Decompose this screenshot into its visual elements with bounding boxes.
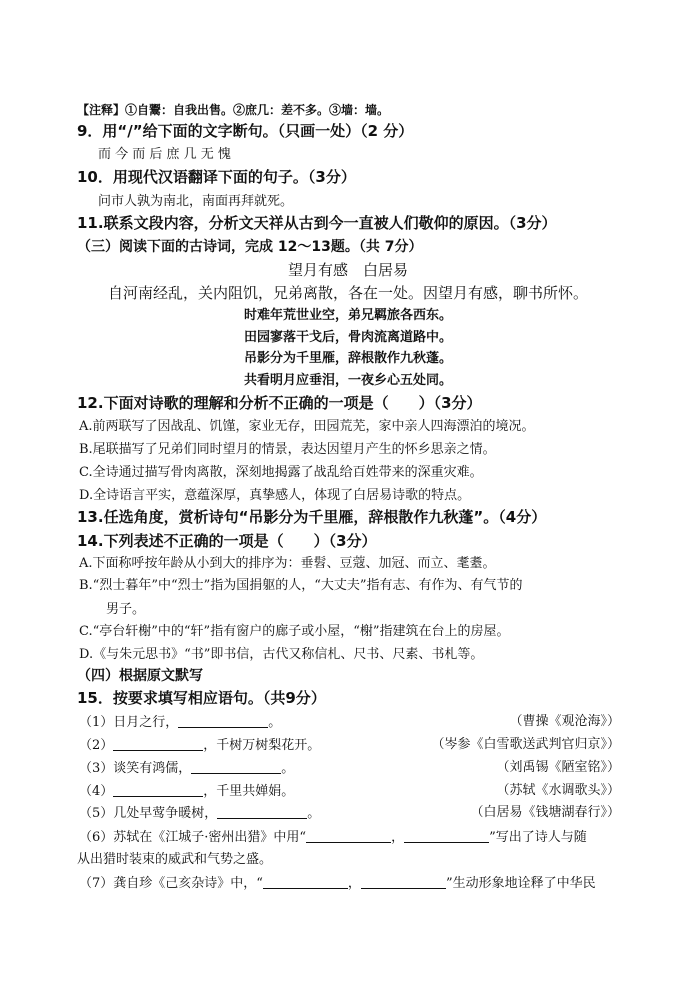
answer-blank[interactable] — [306, 830, 391, 843]
section-3-header: （三）阅读下面的古诗词，完成 12～13题。（共 7分） — [77, 239, 423, 255]
question-13-stem: 13.任选角度，赏析诗句“吊影分为千里雁，辞根散作九秋蓬”。（4分） — [77, 508, 547, 526]
answer-blank[interactable] — [263, 876, 348, 889]
fill-item-source: （苏轼《水调歌头》） — [496, 783, 620, 798]
question-11-stem: 11.联系文段内容，分析文天祥从古到今一直被人们敬仰的原因。（3分） — [77, 214, 557, 232]
fill-item-source: （岑参《白雪歌送武判官归京》） — [431, 737, 620, 752]
fill-item: （7）龚自珍《己亥杂诗》中，“ ， ”生动形象地诠释了中华民 — [79, 876, 596, 891]
question-14-option-c: C.“亭台轩榭”中的“轩”指有窗户的廊子或小屋，“榭”指建筑在台上的房屋。 — [79, 624, 510, 639]
poem-line: 时难年荒世业空，弟兄羁旅各西东。 — [243, 308, 452, 323]
annotation-note: 【注释】①自鬻：自我出售。②庶几：差不多。③墙：墙。 — [77, 103, 390, 117]
answer-blank[interactable] — [404, 830, 489, 843]
poem-preface: 自河南经乱，关内阻饥，兄弟离散，各在一处。因望月有感，聊书所怀。 — [107, 284, 588, 302]
fill-item: （4） ，千里共婵娟。 — [79, 784, 295, 799]
answer-blank[interactable] — [191, 761, 281, 774]
question-12-stem: 12.下面对诗歌的理解和分析不正确的一项是（ ）（3分） — [77, 394, 482, 412]
fill-item: （3）谈笑有鸿儒， 。 — [79, 761, 295, 776]
answer-blank[interactable] — [361, 876, 446, 889]
fill-item: （6）苏轼在《江城子·密州出猎》中用“ ， ”写出了诗人与随 — [79, 830, 587, 845]
fill-item: （5）几处早莺争暖树， 。 — [79, 806, 321, 821]
poem-heading — [0, 263, 696, 278]
fill-item: （1）日月之行， 。 — [79, 715, 282, 730]
question-14-option-d: D.《与朱元思书》“书”即书信，古代又称信札、尺书、尺素、书札等。 — [79, 647, 484, 662]
fill-item-cont: 从出猎时装束的威武和气势之盛。 — [77, 852, 273, 867]
poem-author: 白居易 — [363, 261, 409, 279]
poem-line: 田园寥落干戈后，骨肉流离道路中。 — [243, 330, 452, 345]
section-4-header: （四）根据原文默写 — [77, 668, 203, 684]
question-12-option-c: C.全诗通过描写骨肉离散，深刻地揭露了战乱给百姓带来的深重灾难。 — [79, 465, 483, 480]
fill-item-source: （白居易《钱塘湖春行》） — [470, 805, 620, 820]
question-12-option-b: B.尾联描写了兄弟们同时望月的情景，表达因望月产生的怀乡思亲之情。 — [79, 442, 496, 457]
poem-title: 望月有感 — [287, 261, 348, 279]
question-12-option-d: D.全诗语言平实，意蕴深厚，真挚感人，体现了白居易诗歌的特点。 — [79, 488, 471, 503]
question-10-text: 问市人孰为南北，南面再拜就死。 — [98, 194, 294, 209]
question-14-option-b-cont: 男子。 — [106, 602, 146, 617]
question-15-stem: 15．按要求填写相应语句。（共9分） — [77, 689, 326, 707]
fill-item-source: （刘禹锡《陋室铭》） — [496, 760, 620, 775]
question-14-stem: 14.下列表述不正确的一项是（ ）（3分） — [77, 532, 377, 550]
question-12-option-a: A.前两联写了因战乱、饥馑，家业无存，田园荒芜，家中亲人四海漂泊的境况。 — [79, 419, 535, 434]
question-14-option-b: B.“烈士暮年”中“烈士”指为国捐躯的人，“大丈夫”指有志、有作为、有气节的 — [79, 578, 523, 593]
answer-blank[interactable] — [113, 738, 203, 751]
answer-blank[interactable] — [113, 784, 203, 797]
fill-item-source: （曹操《观沧海》） — [509, 714, 620, 729]
fill-item: （2） ，千树万树梨花开。 — [79, 738, 321, 753]
question-9-stem: 9．用“/”给下面的文字断句。（只画一处）（2 分） — [77, 122, 414, 140]
question-14-option-a: A.下面称呼按年龄从小到大的排序为：垂髫、豆蔻、加冠、而立、耄耋。 — [79, 556, 496, 571]
poem-line: 吊影分为千里雁，辞根散作九秋蓬。 — [243, 351, 452, 366]
answer-blank[interactable] — [178, 715, 268, 728]
question-10-stem: 10．用现代汉语翻译下面的句子。（3分） — [77, 168, 356, 186]
answer-blank[interactable] — [217, 806, 307, 819]
poem-line: 共看明月应垂泪，一夜乡心五处同。 — [243, 373, 452, 388]
question-9-text: 而 今 而 后 庶 几 无 愧 — [98, 147, 231, 162]
